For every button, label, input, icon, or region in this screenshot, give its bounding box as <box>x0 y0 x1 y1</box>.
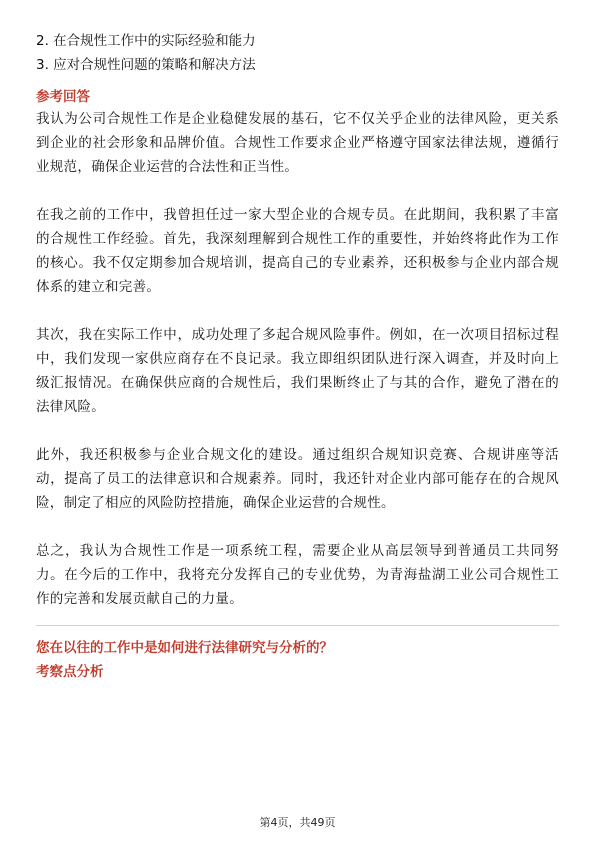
list-item: 3. 应对合规性问题的策略和解决方法 <box>36 57 256 73</box>
answer-paragraph: 总之，我认为合规性工作是一项系统工程，需要企业从高层领导到普通员工共同努力。在今后的工作中，我将充分发挥自己的专业优势，为青海盐湖工业公司合规性工作的完善和发展贡献自己的力量。 <box>36 543 559 607</box>
question-heading: 您在以往的工作中是如何进行法律研究与分析的？ <box>36 640 333 656</box>
section-divider <box>36 625 559 626</box>
answer-paragraph: 此外，我还积极参与企业合规文化的建设。通过组织合规知识竞赛、合规讲座等活动，提高了员工的法律意识和合规素养。同时，我还针对企业内部可能存在的合规风险，制定了相应的风险防控措施，确保企业运营的合规性。 <box>36 447 559 511</box>
page-number: 第4页，共49页 <box>259 816 336 829</box>
document-body <box>36 31 559 684</box>
answer-paragraph: 在我之前的工作中，我曾担任过一家大型企业的合规专员。在此期间，我积累了丰富的合规性工作经验。首先，我深刻理解到合规性工作的重要性，并始终将此作为工作的核心。我不仅定期参加合规培训，提高自己的专业素养，还积极参与企业内部合规体系的建立和完善。 <box>36 207 559 295</box>
answer-paragraph: 其次，我在实际工作中，成功处理了多起合规风险事件。例如，在一次项目招标过程中，我们发现一家供应商存在不良记录。我立即组织团队进行深入调查，并及时向上级汇报情况。在确保供应商的合规性后，我们果断终止了与其的合作，避免了潜在的法律风险。 <box>36 327 559 415</box>
answer-heading: 参考回答 <box>36 89 90 105</box>
analysis-subheading: 考察点分析 <box>36 664 104 680</box>
list-item: 2. 在合规性工作中的实际经验和能力 <box>36 33 256 49</box>
answer-paragraph: 我认为公司合规性工作是企业稳健发展的基石，它不仅关乎企业的法律风险，更关系到企业的社会形象和品牌价值。合规性工作要求企业严格遵守国家法律法规，遵循行业规范，确保企业运营的合法性和正当性。 <box>36 111 559 175</box>
